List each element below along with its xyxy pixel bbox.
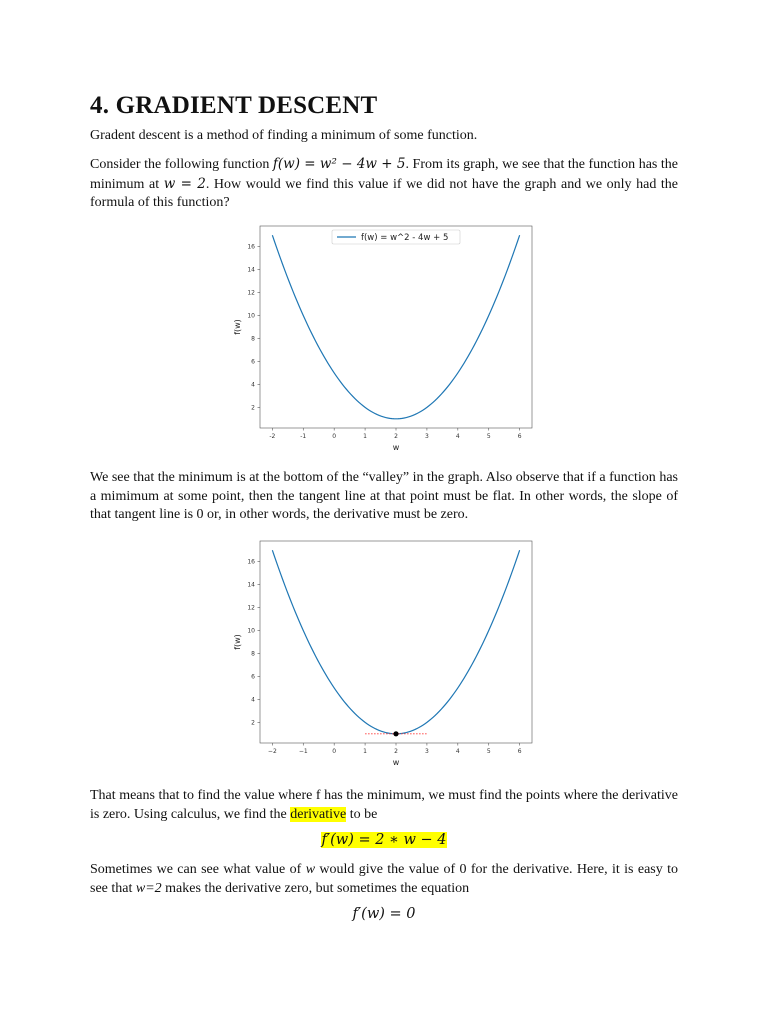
y-tick-label: 16 [247, 558, 255, 566]
para4-w-equals-2: w=2 [135, 880, 162, 896]
function-chart [230, 222, 540, 458]
legend-label: f(w) = w^2 - 4w + 5 [361, 233, 449, 243]
derivative-paragraph [90, 787, 678, 824]
x-tick-label: 3 [424, 748, 429, 755]
y-tick-label: 12 [247, 604, 255, 612]
x-tick-label: 4 [455, 433, 460, 440]
zero-equation-block [0, 905, 768, 923]
function-formula: f(w) = w² − 4w + 5 [272, 156, 406, 172]
y-tick-label: 8 [251, 335, 255, 343]
x-tick-label: 6 [517, 748, 522, 755]
function-chart-svg [230, 222, 540, 458]
plot-frame [260, 226, 532, 428]
tangent-chart-svg [230, 537, 540, 773]
y-tick-label: 6 [251, 358, 255, 366]
x-tick-label: 0 [332, 748, 337, 755]
y-axis-label: f(w) [233, 319, 242, 335]
y-tick-label: 4 [251, 696, 255, 704]
x-tick-label: 0 [332, 433, 337, 440]
x-tick-label: 1 [363, 748, 368, 755]
zero-paragraph [90, 861, 678, 898]
x-tick-label: 5 [486, 433, 491, 440]
valley-paragraph: We see that the minimum is at the bottom of the “valley” in the graph. Also observe that if a function has a mimimum at some point, then the tangent line at that point must be flat. In other words, the slope of that tangent line is 0 or, in other words, the derivative must be zero. [90, 470, 678, 522]
x-tick-label: 6 [517, 433, 522, 440]
minimum-point [393, 731, 398, 736]
x-tick-label: 5 [486, 748, 491, 755]
highlighted-derivative: derivative [290, 806, 347, 822]
x-tick-label: −2 [267, 748, 277, 755]
para1-text-b: . From its graph, we see that the function has the minimum at [90, 157, 678, 192]
para4-text-c: makes the derivative zero, but sometimes the equation [161, 880, 470, 896]
x-tick-label: 3 [424, 433, 429, 440]
y-tick-label: 16 [247, 243, 255, 251]
x-tick-label: 4 [455, 748, 460, 755]
para3-text-a: That means that to find the value where f has the minimum, we must find the points where the derivative is zero. Using calculus, we find the [90, 788, 678, 822]
y-tick-label: 14 [247, 581, 255, 589]
tangent-chart [230, 537, 540, 773]
function-paragraph [90, 155, 678, 213]
y-tick-label: 8 [251, 650, 255, 658]
y-tick-label: 2 [251, 719, 255, 727]
x-tick-label: −1 [298, 748, 308, 755]
para1-text-a: Consider the following function [90, 157, 273, 172]
plot-frame [260, 541, 532, 743]
y-tick-label: 12 [247, 289, 255, 297]
para4-text-a: Sometimes we can see what value of [90, 862, 306, 877]
para4-w: w [305, 862, 316, 877]
y-tick-label: 2 [251, 404, 255, 412]
x-axis-label: w [392, 443, 400, 452]
x-axis-label: w [392, 758, 400, 767]
x-tick-label: 1 [363, 433, 368, 440]
minimum-formula: w = 2 [163, 175, 206, 192]
y-axis-label: f(w) [233, 634, 242, 650]
x-tick-label: -2 [269, 433, 276, 440]
para1-text-c: . How would we find this value if we did not have the graph and we only had the formula of this function? [90, 176, 678, 210]
x-tick-label: 2 [394, 433, 398, 440]
y-tick-label: 4 [251, 381, 255, 389]
y-tick-label: 10 [247, 312, 255, 320]
intro-paragraph: Gradent descent is a method of finding a minimum of some function. [90, 128, 478, 143]
derivative-equation-block [0, 831, 768, 849]
derivative-equation: f′(w) = 2 ∗ w − 4 [321, 832, 447, 848]
para3-text-b: to be [346, 806, 378, 822]
y-tick-label: 6 [251, 673, 255, 681]
y-tick-label: 14 [247, 266, 255, 274]
y-tick-label: 10 [247, 627, 255, 635]
zero-equation: f′(w) = 0 [352, 906, 416, 922]
x-tick-label: -1 [300, 433, 307, 440]
section-heading: 4. GRADIENT DESCENT [90, 92, 378, 119]
x-tick-label: 2 [394, 748, 398, 755]
para4-text-b: would give the value of 0 for the derivative. Here, it is easy to see that [90, 862, 679, 896]
